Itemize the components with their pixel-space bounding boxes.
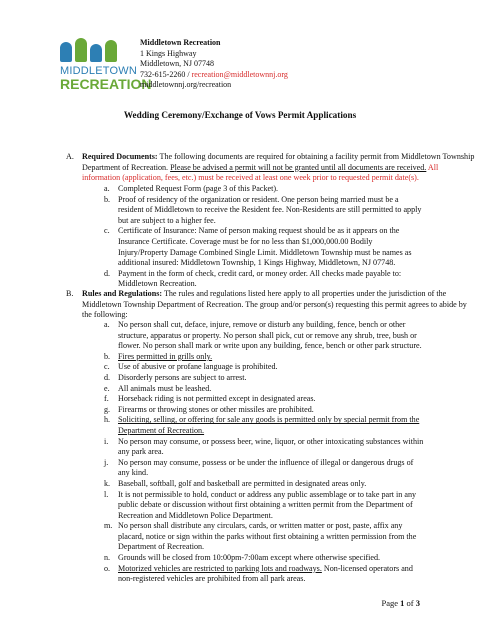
address-line2: Middletown, NJ 07748	[140, 59, 214, 69]
page-total: 3	[415, 598, 420, 608]
list-item-text: No person shall cut, deface, injure, remove or disturb any building, fence, bench or other structure, apparatus or property. No person shall pick, cut or remove any shrub, tree, bush or flower. No person shall mark or write upon any building, fence, bench or other park structure.	[118, 320, 422, 351]
page-current: 1	[400, 598, 405, 608]
list-item	[104, 415, 424, 436]
list-item	[104, 352, 424, 363]
list-item-text: It is not permissible to hold, conduct or address any public assemblage or to take part in any public debate or discussion without first obtaining a written permit from the Department of Recreation and Middletown Police Department.	[118, 489, 417, 520]
list-item-text: Horseback riding is not permitted except in designated areas.	[118, 394, 316, 404]
list-item-marker: o.	[104, 563, 111, 573]
section-heading: Rules and Regulations:	[82, 289, 163, 298]
list-item	[104, 373, 424, 384]
list-item	[104, 458, 424, 479]
rules-list	[104, 320, 424, 585]
list-item-marker: d.	[104, 372, 111, 382]
list-item	[104, 437, 424, 458]
list-item	[104, 479, 424, 490]
list-item-text: Firearms or throwing stones or other missiles are prohibited.	[118, 404, 314, 414]
recreation-logo	[60, 36, 152, 94]
section-heading: Required Documents:	[82, 152, 158, 161]
list-item-text: Disorderly persons are subject to arrest.	[118, 372, 247, 382]
list-item	[104, 521, 424, 553]
phone: 732-615-2260 /	[140, 69, 192, 79]
list-item-text: No person shall distribute any circulars, cards, or written matter or post, paste, affix any placard, notice or sign within the parks without first obtaining a written permission from the Department of Recreation.	[118, 521, 417, 552]
list-item	[104, 490, 424, 522]
list-item-marker: d.	[104, 268, 111, 278]
list-item-marker: b.	[104, 351, 111, 361]
list-item-text: Use of abusive or profane language is prohibited.	[118, 362, 278, 372]
address-line1: 1 Kings Highway	[140, 48, 197, 58]
document-title: Wedding Ceremony/Exchange of Vows Permit Applications	[123, 110, 357, 120]
list-item-marker: c.	[104, 226, 110, 236]
list-item-marker: g.	[104, 404, 111, 414]
section-letter: B.	[66, 289, 74, 298]
list-item-marker: h.	[104, 415, 111, 425]
phone-email-line	[140, 70, 288, 81]
section-text: The following documents are required for obtaining a facility permit from Middletown Township Department of Recreation.	[82, 152, 475, 172]
list-item	[104, 226, 424, 268]
list-item-marker: f.	[104, 394, 109, 404]
list-item-text: No person may consume, or possess beer, wine, liquor, or other intoxicating substances within any park area.	[118, 436, 424, 457]
list-item	[104, 362, 424, 373]
logo-line2: RECREATION	[60, 76, 152, 92]
list-item-text: Completed Request Form (page 3 of this Packet).	[118, 184, 279, 193]
list-item-text: All animals must be leashed.	[118, 383, 212, 393]
list-item-underlined-text: Soliciting, selling, or offering for sale any goods is permitted only by special permit from the Department of Recreation.	[118, 415, 420, 435]
list-item-marker: b.	[104, 194, 111, 204]
logo-line1: MIDDLETOWN	[60, 65, 137, 77]
list-item-text: Non-licensed operators and non-registered vehicles are prohibited from all park areas.	[118, 563, 413, 584]
logo-figures-icon	[60, 36, 135, 62]
list-item-marker: m.	[104, 521, 113, 531]
list-item	[104, 269, 424, 290]
list-item	[104, 394, 424, 405]
list-item-marker: j.	[104, 457, 109, 467]
list-item-marker: c.	[104, 362, 110, 372]
section-underlined-note: Please be advised a permit will not be granted until all documents are received.	[170, 162, 427, 172]
org-name: Middletown Recreation	[140, 38, 221, 47]
list-item	[104, 564, 424, 585]
list-item-marker: l.	[104, 489, 109, 499]
list-item-marker: e.	[104, 383, 110, 393]
list-item-marker: i.	[104, 436, 109, 446]
list-item	[104, 553, 424, 564]
list-item-underlined-text: Motorized vehicles are restricted to parking lots and roadways.	[118, 563, 322, 573]
page-number	[382, 598, 421, 608]
page-label: Page	[381, 598, 401, 608]
list-item-text: Grounds will be closed from 10:00pm-7:00am except where otherwise specified.	[118, 553, 381, 563]
list-item-marker: a.	[104, 184, 110, 193]
list-item-text: No person may consume, possess or be under the influence of illegal or dangerous drugs of any kind.	[118, 457, 414, 478]
section-body	[82, 289, 478, 321]
list-item	[104, 184, 424, 195]
list-item	[104, 195, 424, 227]
email-link[interactable]: recreation@middletownnj.org	[191, 69, 288, 79]
list-item-text: Baseball, softball, golf and basketball are permitted in designated areas only.	[118, 478, 367, 488]
section-red-note: All information (application, fees, etc.) must be received at least one week prior to requested permit date(s).	[82, 162, 439, 183]
list-item-marker: a.	[104, 320, 110, 329]
list-item-text: Payment in the form of check, credit card, or money order. All checks made payable to: Middletown Recreation.	[118, 268, 402, 289]
list-item-marker: k.	[104, 478, 111, 488]
list-item	[104, 384, 424, 395]
section-body	[82, 152, 478, 184]
list-item	[104, 320, 424, 352]
section-letter: A.	[66, 152, 74, 161]
list-item-text: Proof of residency of the organization or resident. One person being married must be a resident of Middletown to receive the Resident fee. Non-Residents are still permitted to apply but are subject to a higher fee.	[118, 194, 422, 225]
list-item-underlined-text: Fires permitted in grills only.	[118, 351, 213, 361]
website[interactable]: middletownnj.org/recreation	[140, 80, 232, 90]
contact-block	[140, 38, 288, 91]
list-item-marker: n.	[104, 553, 111, 563]
required-documents-list	[104, 184, 424, 290]
page-of: of	[404, 598, 416, 608]
list-item	[104, 405, 424, 416]
list-item-text: Certificate of Insurance: Name of person making request should be as it appears on the Insurance Certificate. Coverage must be for no less than $1,000,000.00 Bodily Injury/Property Damage Combined Single Limit. Middletown Township must be names as additional insured: Middletown Township, 1 Kings Highway, Middletown, NJ 07748.	[118, 226, 412, 268]
section-text: The rules and regulations listed here apply to all properties under the jurisdiction of the Middletown Township Department of Recreation. The group and/or person(s) requesting this permit agrees to abide by the following:	[82, 289, 467, 320]
